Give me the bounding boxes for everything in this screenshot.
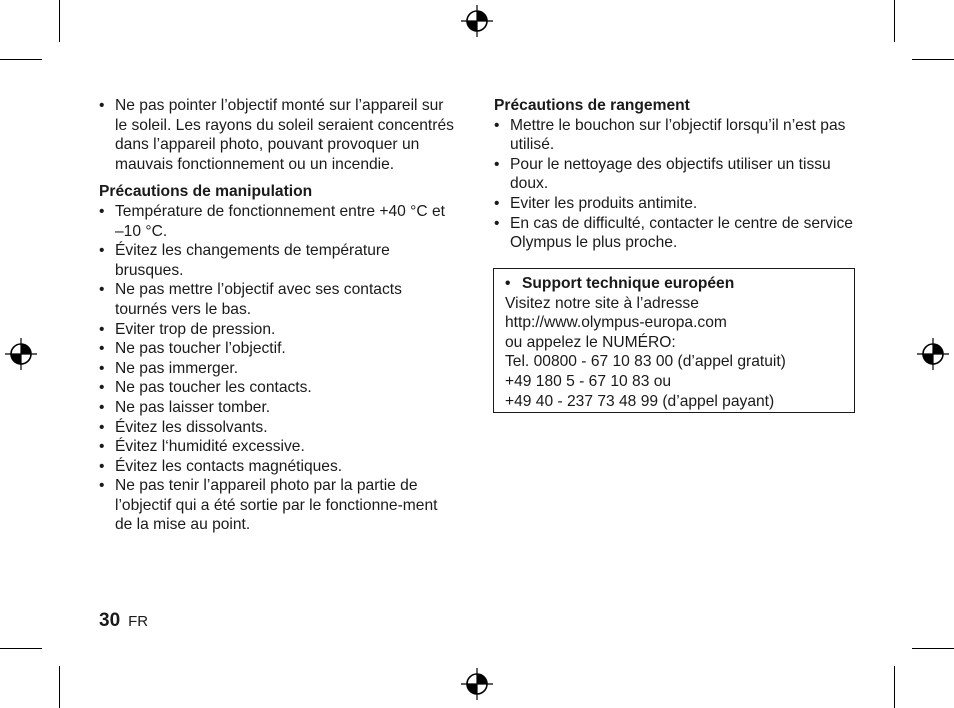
page-number: 30 [99, 610, 121, 631]
registration-mark-icon [461, 5, 493, 37]
list-item: • Ne pas toucher l’objectif. [99, 339, 455, 359]
list-item: • Ne pas immerger. [99, 359, 455, 379]
list-item: • Ne pas tenir l’appareil photo par la partie de l’objectif qui a été sortie par le fonctionne-ment de la mise au point. [99, 476, 455, 535]
crop-mark-bottom-left-v [59, 666, 60, 708]
list-item: • Température de fonctionnement entre +40 °C et –10 °C. [99, 202, 455, 241]
list-item: • En cas de difficulté, contacter le centre de service Olympus le plus proche. [494, 214, 856, 253]
list-item: • Évitez les contacts magnétiques. [99, 457, 455, 477]
crop-mark-top-left-v [59, 0, 60, 42]
list-item: • Évitez les changements de température brusques. [99, 241, 455, 280]
left-column [99, 96, 455, 535]
list-item: • Ne pas pointer l’objectif monté sur l’appareil sur le soleil. Les rayons du soleil seraient concentrés dans l’appareil photo, pouvant provoquer un mauvais fonctionnement ou un incendie. [99, 96, 455, 174]
registration-mark-icon [5, 338, 37, 370]
support-phone-free: Tel. 00800 - 67 10 83 00 (d’appel gratuit) [505, 353, 786, 371]
crop-mark-top-right-v [894, 0, 895, 42]
page-footer [99, 610, 148, 632]
crop-mark-top-right-h [912, 59, 954, 60]
crop-mark-bottom-right-h [912, 648, 954, 649]
support-phone-paid: +49 40 - 237 73 48 99 (d’appel payant) [505, 392, 775, 410]
intro-list [99, 96, 455, 174]
list-item: • Eviter les produits antimite. [494, 194, 856, 214]
list-item: • Ne pas toucher les contacts. [99, 378, 455, 398]
crop-mark-bottom-right-v [894, 666, 895, 708]
list-item: • Évitez l‘humidité excessive. [99, 437, 455, 457]
list-item: • Pour le nettoyage des objectifs utiliser un tissu doux. [494, 155, 856, 194]
registration-mark-icon [917, 338, 949, 370]
storage-heading: Précautions de rangement [494, 97, 690, 114]
handling-heading: Précautions de manipulation [99, 183, 313, 201]
list-item: • Ne pas laisser tomber. [99, 398, 455, 418]
support-line: ou appelez le NUMÉRO: [505, 333, 676, 351]
support-title: • Support technique européen [505, 274, 844, 294]
support-line: Visitez notre site à l’adresse [505, 294, 699, 312]
support-box [493, 268, 855, 413]
registration-mark-icon [461, 668, 493, 700]
crop-mark-bottom-left-h [0, 648, 42, 649]
support-url[interactable]: http://www.olympus-europa.com [505, 314, 727, 332]
handling-list [99, 202, 455, 535]
crop-mark-top-left-h [0, 59, 42, 60]
list-item: • Ne pas mettre l’objectif avec ses contacts tournés vers le bas. [99, 280, 455, 319]
language-code: FR [128, 613, 149, 630]
list-item: • Mettre le bouchon sur l’objectif lorsqu’il n’est pas utilisé. [494, 116, 856, 155]
support-phone: +49 180 5 - 67 10 83 ou [505, 372, 672, 390]
list-item: • Eviter trop de pression. [99, 320, 455, 340]
list-item: • Évitez les dissolvants. [99, 418, 455, 438]
storage-list [494, 116, 856, 253]
right-column [494, 96, 856, 253]
